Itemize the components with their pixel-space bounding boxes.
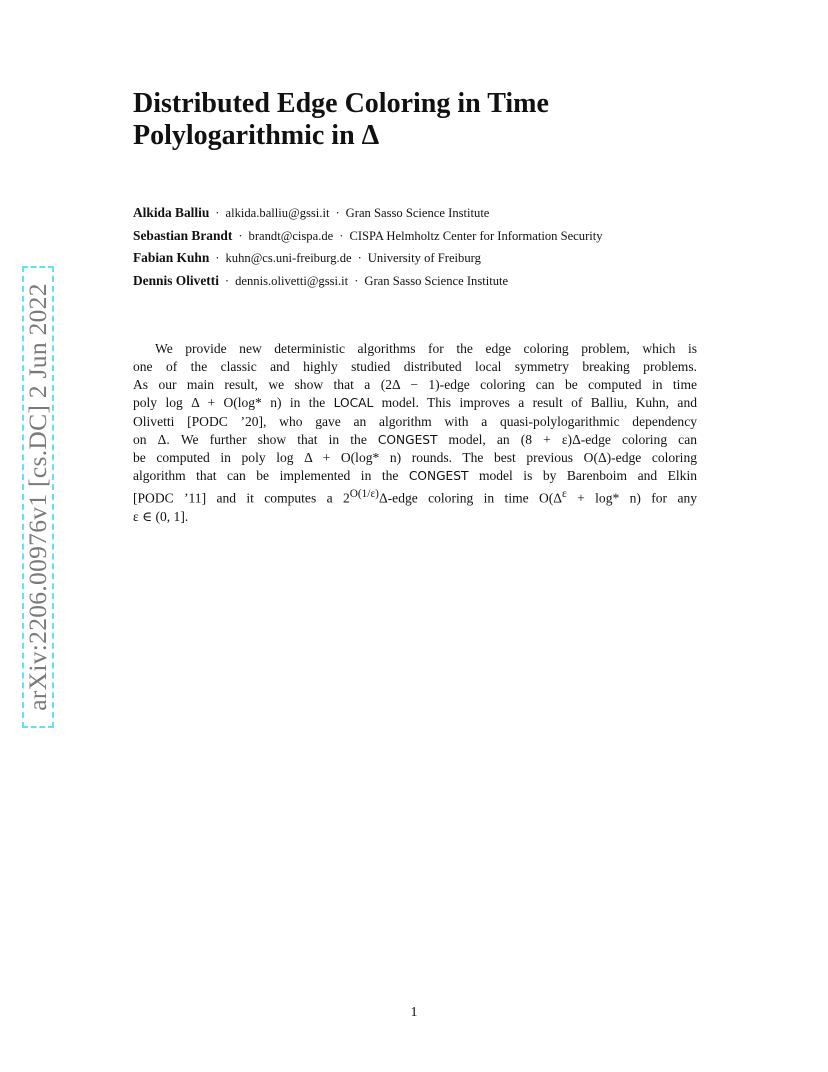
author-email: dennis.olivetti@gssi.it <box>235 273 349 288</box>
author-affiliation: CISPA Helmholtz Center for Information Security <box>349 228 603 243</box>
separator-dot: · <box>354 273 359 288</box>
abstract-text: on Δ. We further show that in the <box>133 431 378 447</box>
model-name: CONGEST <box>408 469 469 484</box>
author-name: Sebastian Brandt <box>133 227 233 243</box>
separator-dot: · <box>215 206 220 220</box>
abstract <box>133 340 697 526</box>
abstract-line <box>133 394 697 412</box>
abstract-text: [PODC ’11] and it computes a 2 <box>133 490 350 506</box>
separator-dot: · <box>339 228 344 243</box>
author-email: brandt@cispa.de <box>248 228 334 243</box>
model-name: LOCAL <box>333 396 374 411</box>
author-name: Alkida Balliu <box>133 205 210 220</box>
author-affiliation: Gran Sasso Science Institute <box>345 206 490 220</box>
abstract-text: model, an (8 + ε)Δ-edge coloring can <box>437 431 697 447</box>
author-entry <box>133 225 753 248</box>
separator-dot: · <box>215 251 220 265</box>
separator-dot: · <box>224 273 230 288</box>
separator-dot: · <box>335 206 340 220</box>
author-email: alkida.balliu@gssi.it <box>225 206 330 220</box>
author-email: kuhn@cs.uni-freiburg.de <box>225 251 352 265</box>
abstract-line <box>133 467 697 485</box>
author-list <box>133 202 753 292</box>
author-entry <box>133 247 753 270</box>
abstract-text: model is by Barenboim and Elkin <box>468 468 697 484</box>
abstract-line: Olivetti [PODC ’20], who gave an algorithm with a quasi-polylogarithmic dependency <box>133 413 697 429</box>
abstract-text: poly log Δ + O(log* n) in the <box>133 395 334 411</box>
arxiv-identifier: arXiv:2206.00976v1 [cs.DC] 2 Jun 2022 <box>23 283 52 711</box>
author-name: Fabian Kuhn <box>133 250 210 265</box>
exponent: ε <box>562 488 567 501</box>
title-line-1: Distributed Edge Coloring in Time <box>133 88 549 119</box>
title-line-2: Polylogarithmic in Δ <box>133 120 380 151</box>
abstract-line <box>133 431 697 449</box>
paper-title <box>133 88 733 152</box>
abstract-line: one of the classic and highly studied distributed local symmetry breaking problems. <box>133 359 697 375</box>
abstract-line: As our main result, we show that a (2Δ − 1)-edge coloring can be computed in time <box>133 377 697 393</box>
abstract-line: We provide new deterministic algorithms for the edge coloring problem, which is <box>155 341 697 356</box>
abstract-line: be computed in poly log Δ + O(log* n) rounds. The best previous O(Δ)-edge coloring <box>133 449 697 465</box>
author-affiliation: University of Freiburg <box>367 251 481 265</box>
author-affiliation: Gran Sasso Science Institute <box>364 273 509 288</box>
model-name: CONGEST <box>377 432 438 447</box>
abstract-line: ε ∈ (0, 1]. <box>133 508 189 524</box>
abstract-line <box>133 485 697 508</box>
arxiv-stamp <box>22 266 54 728</box>
abstract-text: + log* n) for any <box>566 490 698 506</box>
separator-dot: · <box>238 228 243 243</box>
page-number: 1 <box>410 1005 418 1020</box>
exponent: O(1/ε) <box>349 488 379 501</box>
author-name: Dennis Olivetti <box>133 272 219 288</box>
abstract-text: algorithm that can be implemented in the <box>133 468 409 484</box>
abstract-text: model. This improves a result of Balliu, Kuhn, and <box>373 395 697 411</box>
author-entry <box>133 202 753 225</box>
abstract-text: Δ-edge coloring in time O(Δ <box>378 490 563 506</box>
separator-dot: · <box>357 251 362 265</box>
author-entry <box>133 270 753 293</box>
